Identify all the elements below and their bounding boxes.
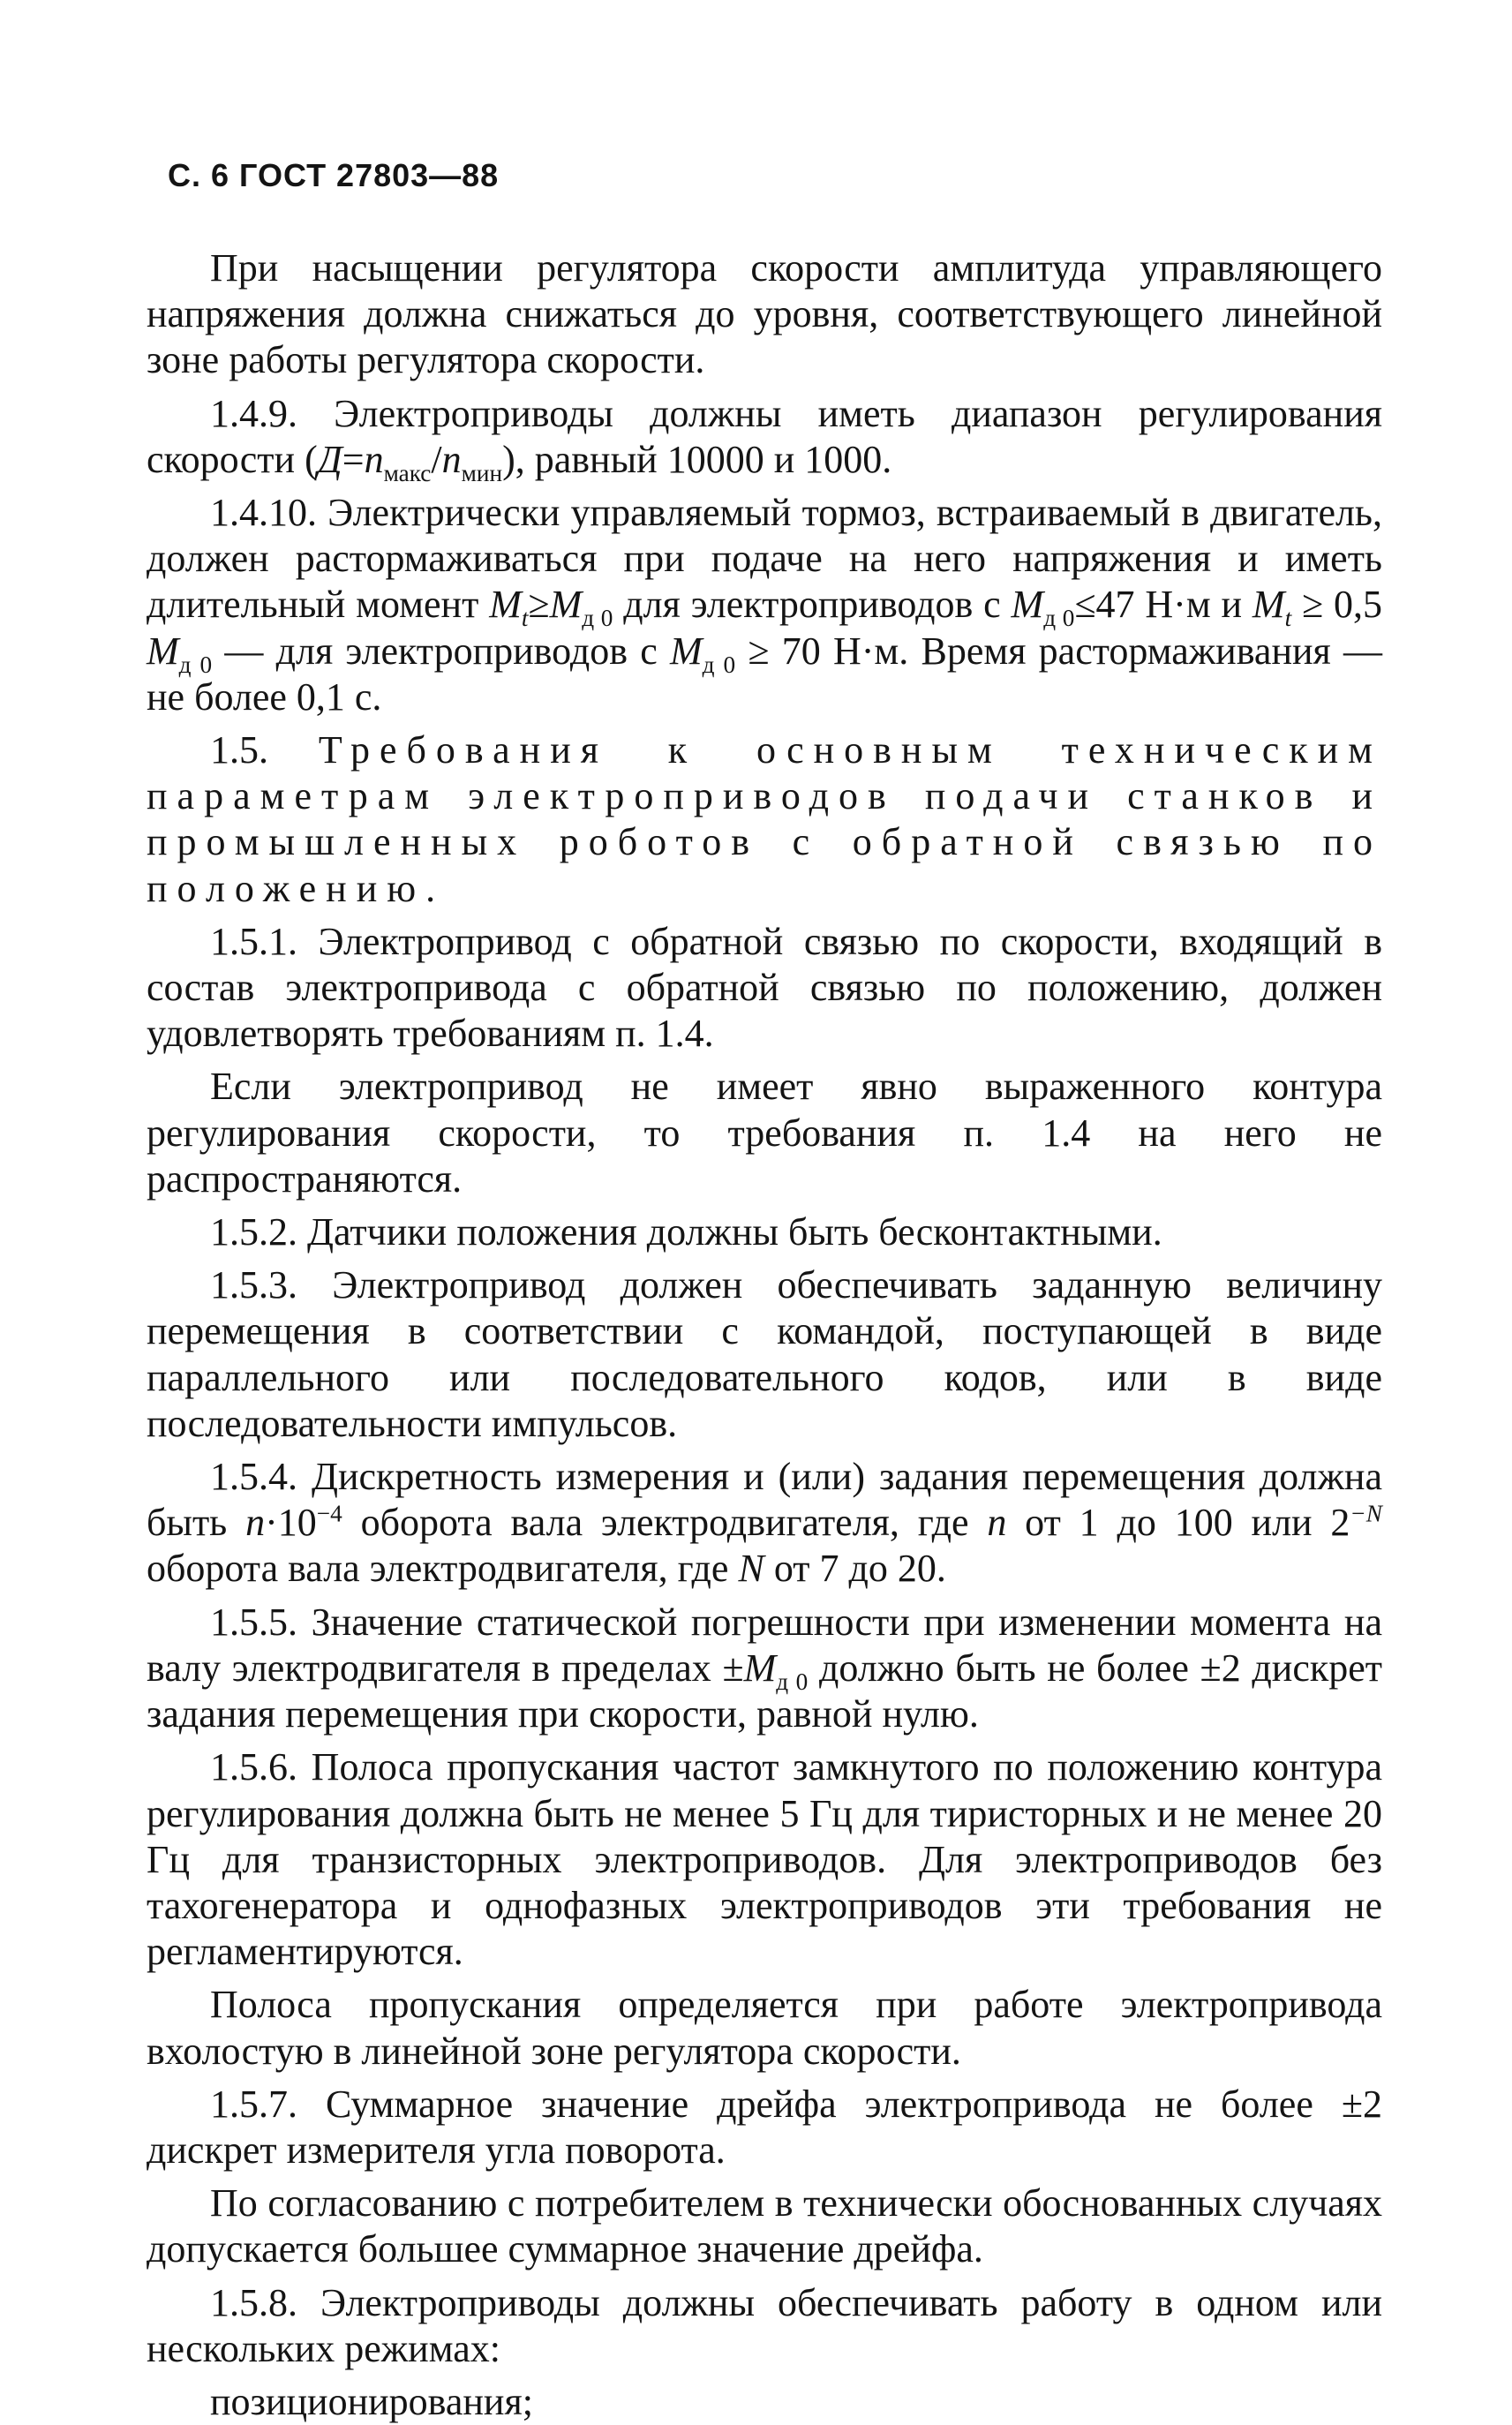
page-header: С. 6 ГОСТ 27803—88: [168, 157, 500, 193]
paragraph-1-4-9: [147, 391, 1382, 486]
text-run: ·10: [265, 1501, 317, 1545]
section-title: Требования к основным техническим параметрам электроприводов подачи станков и промышленных роботов с обратной связью по положению.: [147, 728, 1382, 910]
paragraph-1-5-3: 1.5.3. Электропривод должен обеспечивать заданную величину перемещения в соответствии с командой, поступающей в виде параллельного или последовательного кодов, или в виде последовательности импульсов.: [147, 1263, 1382, 1445]
math-subscript: д 0: [178, 651, 213, 678]
math-symbol: M: [670, 629, 703, 673]
text-run: от 7 до 20.: [764, 1547, 946, 1591]
math-symbol: M: [743, 1646, 777, 1690]
paragraph-contour: Если электропривод не имеет явно выраженного контура регулирования скорости, то требования п. 1.4 на него не распространяются.: [147, 1065, 1382, 1201]
paragraph-bandwidth: Полоса пропускания определяется при работе электропривода вхолостую в линейной зоне регулятора скорости.: [147, 1983, 1382, 2073]
text-run: должно быть не более ±2 дискрет задания перемещения при скорости, равной нулю.: [147, 1646, 1382, 1736]
document-body: [147, 245, 1382, 2425]
paragraph-1-5-2: 1.5.2. Датчики положения должны быть бесконтактными.: [210, 1210, 1162, 1254]
section-heading-1-5: [147, 727, 1382, 912]
math-superscript: −4: [316, 1500, 342, 1527]
paragraph-1-5-1: 1.5.1. Электропривод с обратной связью по скорости, входящий в состав электропривода с обратной связью по положению, должен удовлетворять требованиям п. 1.4.: [147, 919, 1382, 1056]
math-symbol: n: [364, 437, 384, 481]
paragraph-1-4-10: [147, 490, 1382, 720]
math-symbol: n: [441, 437, 462, 481]
paragraph-saturation: При насыщении регулятора скорости амплитуда управляющего напряжения должна снижаться до уровня, соответствующего линейной зоне работы регулятора скорости.: [147, 246, 1382, 382]
math-symbol: M: [489, 583, 522, 627]
text-run: 1.5.4. Дискретность измерения и (или) задания перемещения должна быть: [147, 1455, 1382, 1545]
math-superscript: −N: [1350, 1500, 1382, 1527]
paragraph-1-5-5: [147, 1600, 1382, 1738]
math-symbol: n: [245, 1501, 266, 1545]
paragraph-1-5-7: 1.5.7. Суммарное значение дрейфа электропривода не более ±2 дискрет измерителя угла поворота.: [147, 2082, 1382, 2172]
text-run: ), равный 10000 и 1000.: [502, 437, 892, 481]
math-symbol: M: [147, 629, 179, 673]
math-symbol: M: [549, 583, 583, 627]
text-run: оборота вала электродвигателя, где: [342, 1501, 988, 1545]
text-run: от 1 до 100 или 2: [1006, 1501, 1350, 1545]
list-item-positioning: позиционирования;: [210, 2379, 533, 2423]
math-symbol: M: [1011, 583, 1044, 627]
paragraph-1-5-8: 1.5.8. Электроприводы должны обеспечивать работу в одном или нескольких режимах:: [147, 2280, 1382, 2370]
text-run: оборота вала электродвигателя, где: [147, 1547, 739, 1591]
math-symbol: /: [431, 437, 442, 481]
text-run: 1.5.5. Значение статической погрешности при изменении момента на валу электродвигателя в пределах ±: [147, 1600, 1382, 1690]
math-symbol: ≥: [528, 583, 550, 627]
math-subscript: д 0: [776, 1668, 809, 1695]
text-run: для электроприводов с: [613, 583, 1012, 627]
math-subscript: д 0: [582, 605, 613, 632]
text-run: ≥ 0,5: [1291, 583, 1383, 627]
math-subscript: мин: [461, 459, 503, 486]
paragraph-drift-agreement: По согласованию с потребителем в технически обоснованных случаях допускается большее суммарное значение дрейфа.: [147, 2181, 1382, 2271]
text-run: ≥ 70 Н·м. Время растормаживания — не более 0,1 с.: [147, 629, 1382, 719]
math-symbol: =: [342, 437, 365, 481]
section-number: 1.5.: [210, 728, 319, 772]
text-run: 1.4.9. Электроприводы должны иметь диапазон регулирования скорости (: [147, 391, 1382, 481]
math-subscript: д 0: [1043, 605, 1075, 632]
text-run: — для электроприводов с: [212, 629, 670, 673]
math-symbol: M: [1252, 583, 1285, 627]
text-run: ≤47 Н·м и: [1074, 583, 1252, 627]
math-symbol: Д: [317, 437, 342, 481]
math-symbol: N: [738, 1547, 764, 1591]
math-symbol: n: [987, 1501, 1007, 1545]
math-subscript: макс: [383, 459, 432, 486]
paragraph-1-5-4: [147, 1454, 1382, 1593]
text-run: 1.4.10. Электрически управляемый тормоз, встраиваемый в двигатель, должен растормаживаться при подаче на него напряжения и иметь длительный момент: [147, 491, 1382, 627]
math-subscript: t: [521, 605, 529, 632]
math-subscript: д 0: [702, 651, 736, 678]
paragraph-1-5-6: 1.5.6. Полоса пропускания частот замкнутого по положению контура регулирования должна быть не менее 5 Гц для тиристорных и не менее 20 Гц для транзисторных электроприводов. Для электроприводов без тахогенератора и однофазных электроприводов эти требования не регламентируются.: [147, 1745, 1382, 1974]
math-subscript: t: [1284, 605, 1292, 632]
